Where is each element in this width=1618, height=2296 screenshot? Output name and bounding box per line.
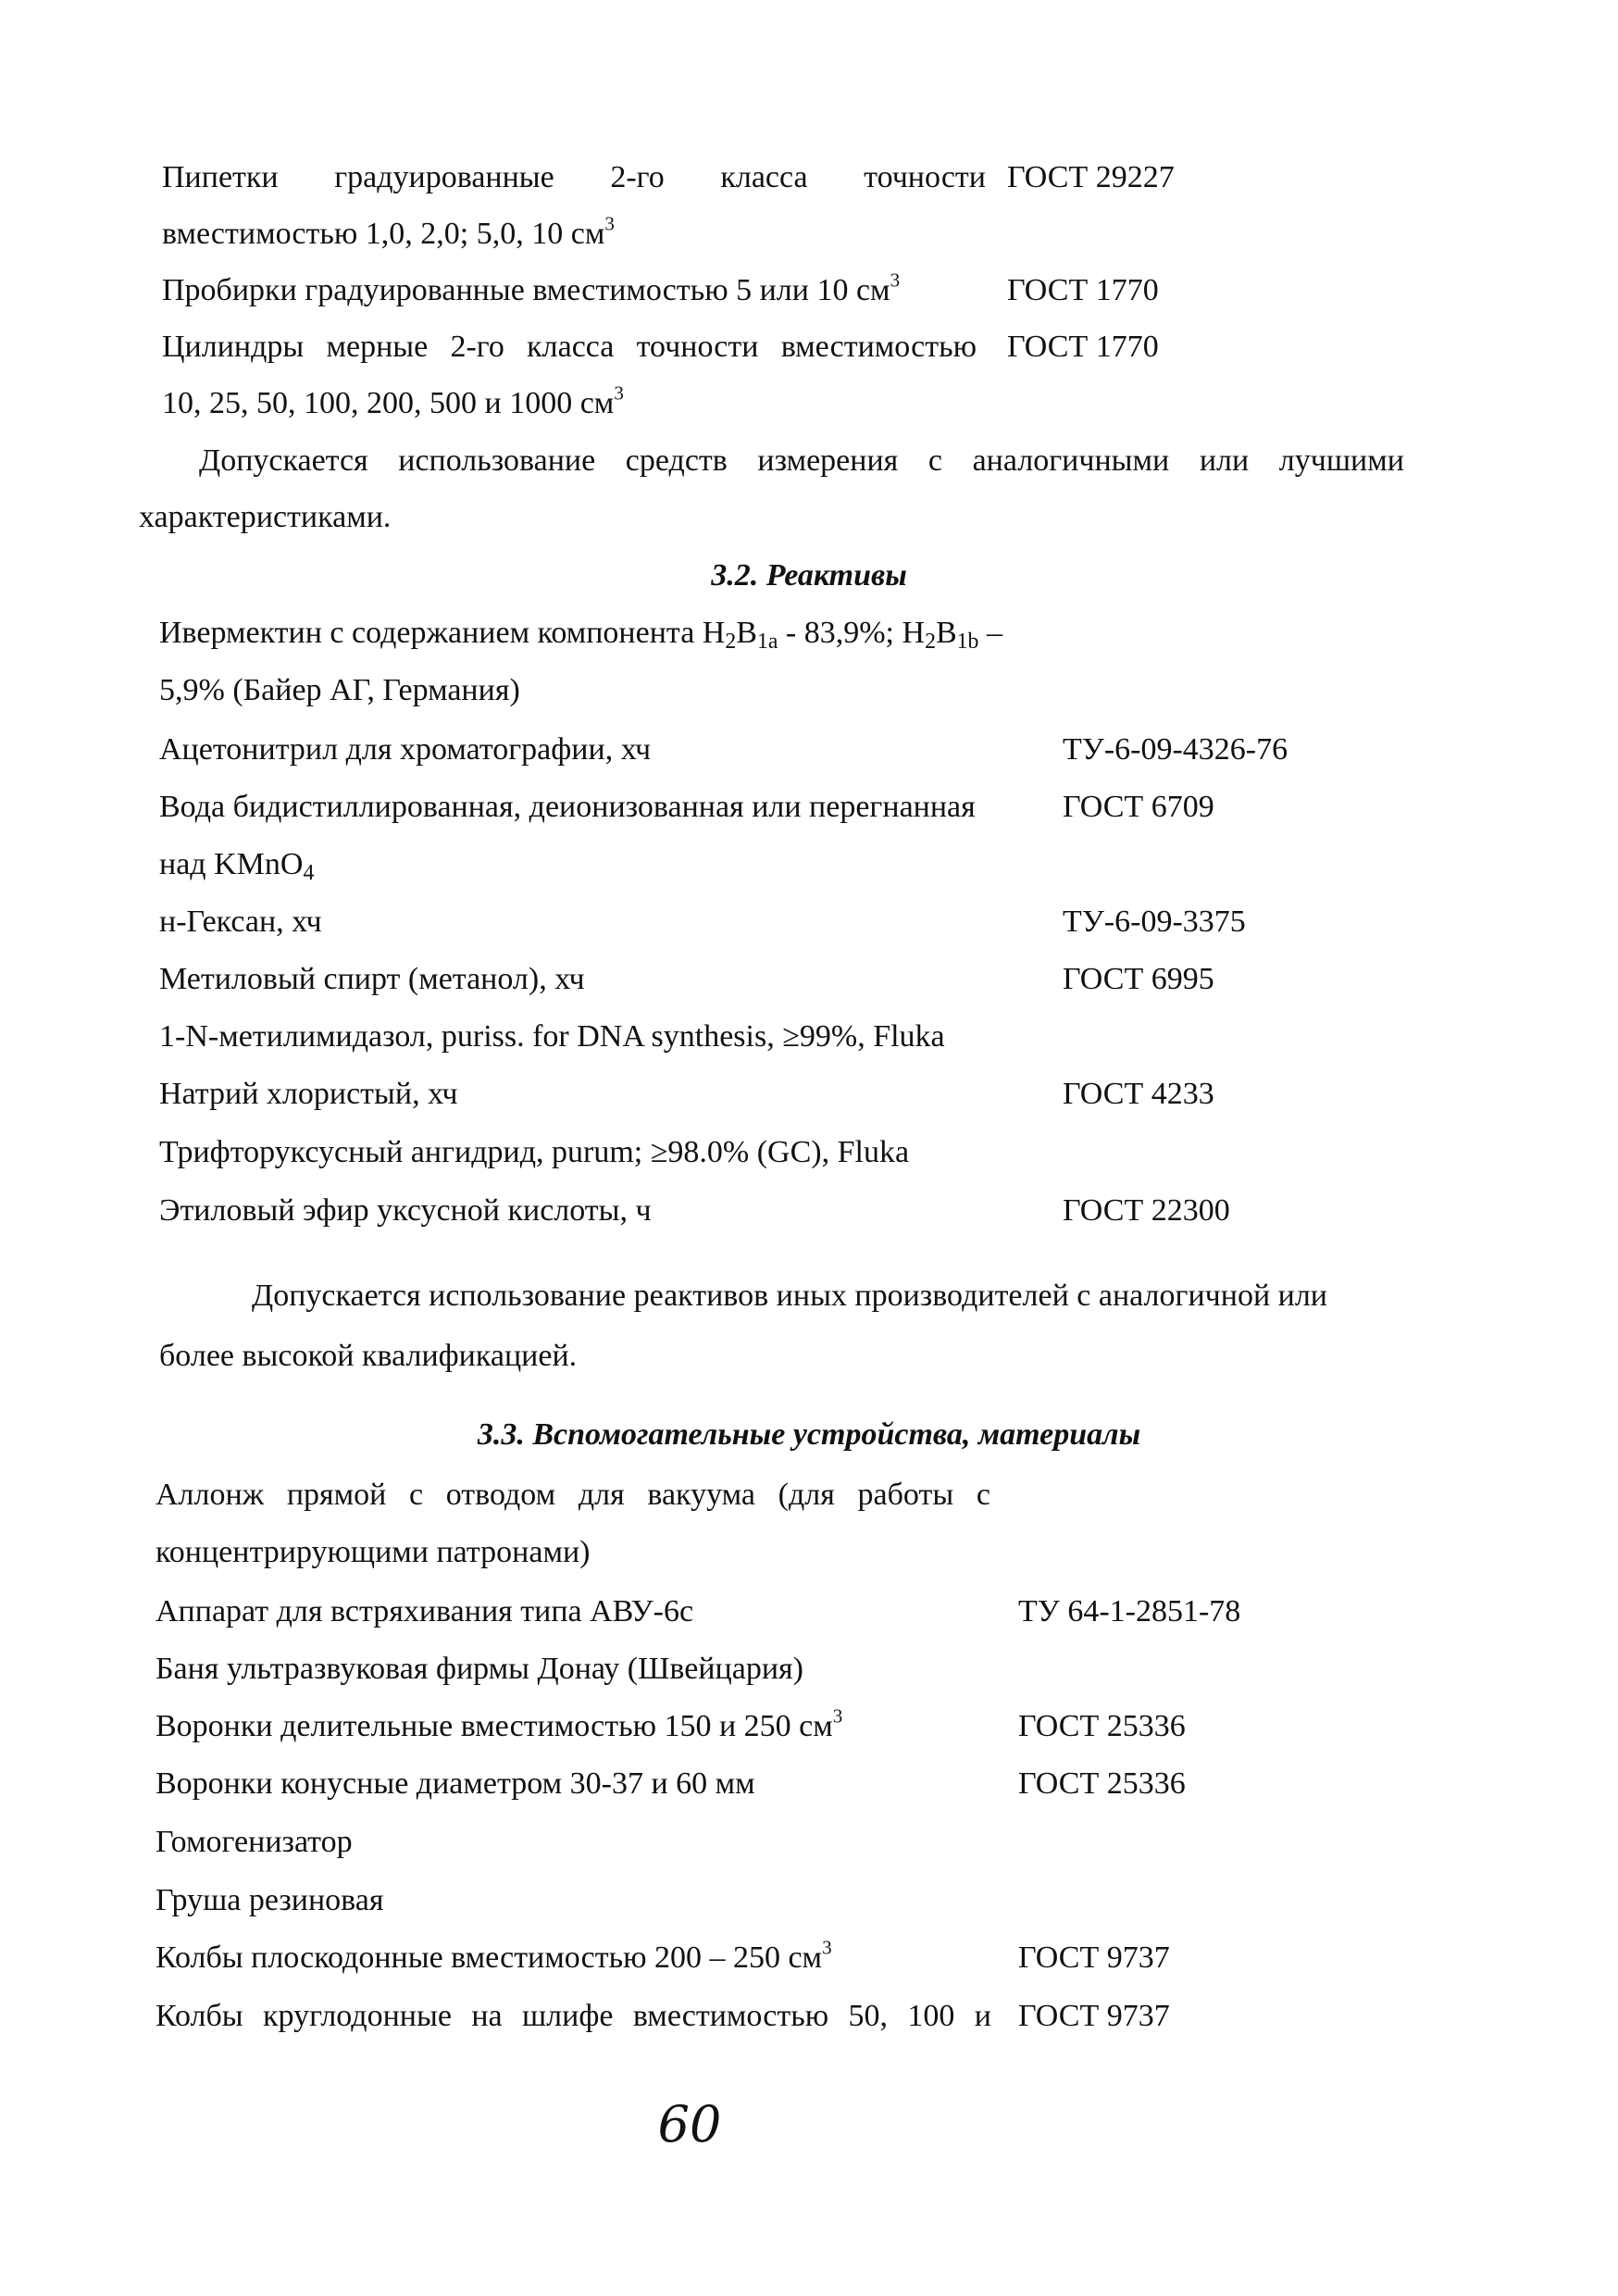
word: отводом [445,1478,556,1512]
word: с [976,1478,990,1512]
word: 50, [848,1999,888,2033]
aux-name: Колбы плоскодонные вместимостью 200 – 250 $см^3$ [156,1936,832,1975]
word: класса [527,330,615,364]
aux-name: Воронки делительные вместимостью 150 и 250 $см^3$ [156,1704,843,1743]
word: градуированные [334,160,554,194]
reagent-name: Ацетонитрил для хроматографии, хч [159,732,652,767]
word: измерения [757,443,899,478]
aux-standard: ГОСТ 9737 [1018,1940,1170,1975]
word: точности [864,160,986,194]
word: круглодонные [263,1999,452,2033]
aux-standard: ГОСТ 25336 [1018,1709,1186,1743]
word: Допускается [199,443,368,478]
word: вместимостью [632,1999,829,2033]
flasks-round-standard: ГОСТ 9737 [1018,1999,1170,2033]
word: 100 [907,1999,955,2033]
reagent-standard: ГОСТ 22300 [1063,1193,1230,1228]
reagent-standard: ТУ-6-09-3375 [1063,905,1246,939]
ivermectin-line1: Ивермектин с содержанием компонента $H_2B_{1a} - 83,9\%$; $H_2B_{1b}$ – [159,616,1002,654]
cylinders-line1 [162,329,977,366]
reagent-name: Этиловый эфир уксусной кислоты, ч [159,1193,652,1228]
word: точности [636,330,759,364]
reagent-name: Метиловый спирт (метанол), хч [159,962,585,996]
word: (для [778,1478,835,1512]
word: с [409,1478,424,1512]
word: для [578,1478,625,1512]
word: прямой [286,1478,387,1512]
aux-name: Аппарат для встряхивания типа АВУ-6с [156,1594,694,1628]
word: вакуума [647,1478,756,1512]
word: мерные [326,330,429,364]
allonge-line2: концентрирующими патронами) [156,1535,591,1569]
reagent-name: н-Гексан, хч [159,905,322,939]
word: лучшими [1278,443,1404,478]
aux-name: Баня ультразвуковая фирмы Донау (Швейцария) [156,1652,803,1686]
word: Аллонж [156,1478,265,1512]
reagents-note-line1: Допускается использование реактивов иных производителей с аналогичной или [252,1279,1327,1313]
reagent-standard: ТУ-6-09-4326-76 [1063,732,1288,767]
reagents-note-line2: более высокой квалификацией. [159,1339,578,1373]
word: Колбы [156,1999,243,2033]
reagent-name: Вода бидистиллированная, деионизованная или перегнанная [159,790,976,824]
allonge-line1 [156,1477,990,1514]
reagent-name: 1-N-метилимидазол, puriss. for DNA synthesis, ≥99%, Fluka [159,1019,945,1054]
page-number: 60 [657,2095,722,2153]
reagent-name: Натрий хлористый, хч [159,1077,458,1111]
aux-standard: ГОСТ 25336 [1018,1766,1186,1801]
pipettes-line2: вместимостью 1,0, 2,0; 5,0, 10 $см^3$ [162,212,615,251]
aux-name: Воронки конусные диаметром 30-37 и 60 мм [156,1766,755,1801]
word: средств [625,443,728,478]
aux-name: Груша резиновая [156,1883,384,1917]
word: Цилиндры [162,330,305,364]
aux-name: Гомогенизатор [156,1825,353,1859]
tubes-line: Пробирки градуированные вместимостью 5 или 10 $см^3$ [162,268,901,307]
word: работы [857,1478,954,1512]
reagent-standard: ГОСТ 4233 [1063,1077,1214,1111]
word: или [1199,443,1250,478]
flasks-round-line [156,1998,991,2035]
word: аналогичными [972,443,1170,478]
section-heading-reagents: 3.2. Реактивы [711,558,907,593]
reagent-standard: ГОСТ 6709 [1063,790,1214,824]
word: 2-го [610,160,665,194]
cylinders-standard: ГОСТ 1770 [1007,330,1159,364]
word: класса [720,160,808,194]
cylinders-line2: 10, 25, 50, 100, 200, 500 и 1000 $см^3$ [162,381,624,420]
word: с [927,443,942,478]
aux-standard: ТУ 64-1-2851-78 [1018,1594,1241,1628]
measurement-note-line2: характеристиками. [139,500,392,534]
word: 2-го [450,330,504,364]
word: и [974,1999,991,2033]
word: использование [398,443,596,478]
water-line2: над KMnO$_4$ [159,847,315,885]
section-heading-auxiliary: 3.3. Вспомогательные устройства, материалы [477,1417,1141,1452]
pipettes-line1 [162,159,986,196]
pipettes-standard: ГОСТ 29227 [1007,160,1175,194]
ivermectin-line2: 5,9% (Байер АГ, Германия) [159,673,520,707]
word: вместимостью [780,330,977,364]
tubes-standard: ГОСТ 1770 [1007,273,1159,307]
reagent-standard: ГОСТ 6995 [1063,962,1214,996]
word: на [471,1999,503,2033]
measurement-note-line1 [199,443,1404,480]
reagent-name: Трифторуксусный ангидрид, purum; ≥98.0% (GC), Fluka [159,1135,910,1169]
word: шлифе [521,1999,614,2033]
word: Пипетки [162,160,279,194]
